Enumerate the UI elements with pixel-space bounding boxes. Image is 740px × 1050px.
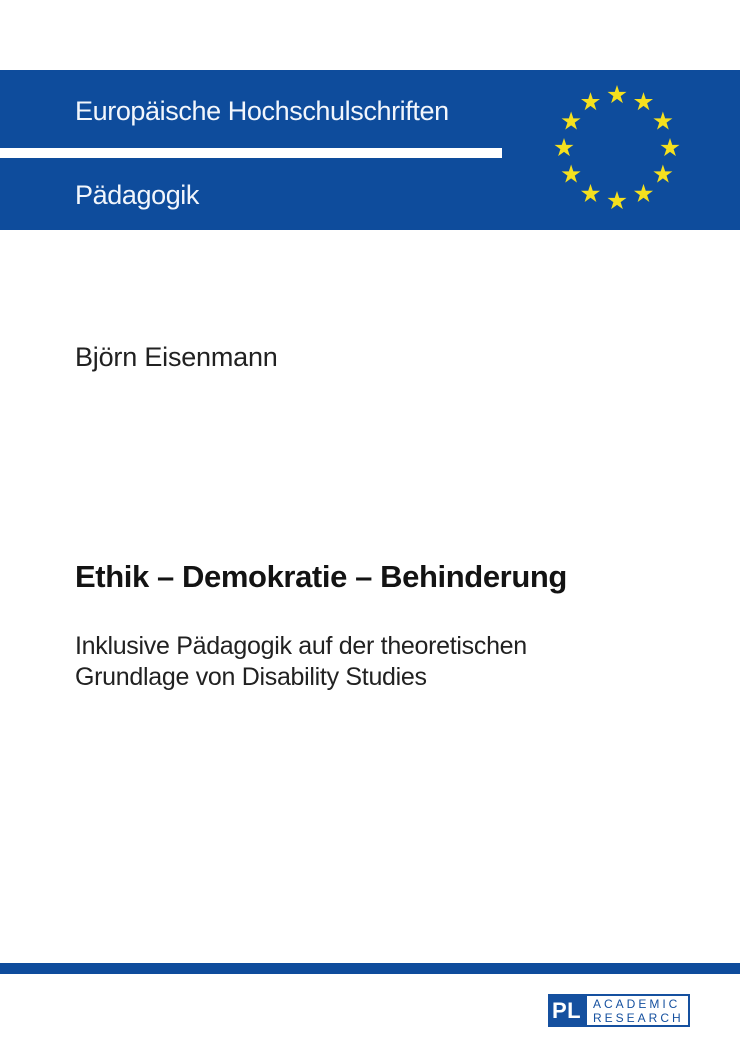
publisher-name-box xyxy=(585,994,690,1027)
publisher-name-line2: RESEARCH xyxy=(593,1011,684,1025)
book-title: Ethik – Demokratie – Behinderung xyxy=(75,559,567,594)
book-subtitle xyxy=(75,631,527,693)
author-name: Björn Eisenmann xyxy=(75,342,278,372)
series-name: Europäische Hochschulschriften xyxy=(75,96,449,126)
publisher-name-line1: ACADEMIC xyxy=(593,997,681,1011)
publisher-abbrev-badge: PL xyxy=(548,994,585,1027)
series-divider-bar xyxy=(0,148,502,158)
bottom-divider-bar xyxy=(0,963,740,974)
book-subtitle-line2: Grundlage von Disability Studies xyxy=(75,663,427,691)
eu-stars-circle-icon xyxy=(542,73,692,223)
publisher-logo xyxy=(548,994,690,1027)
series-band xyxy=(0,70,740,230)
book-subtitle-line1: Inklusive Pädagogik auf der theoretischen xyxy=(75,632,527,660)
series-subject: Pädagogik xyxy=(75,180,200,210)
